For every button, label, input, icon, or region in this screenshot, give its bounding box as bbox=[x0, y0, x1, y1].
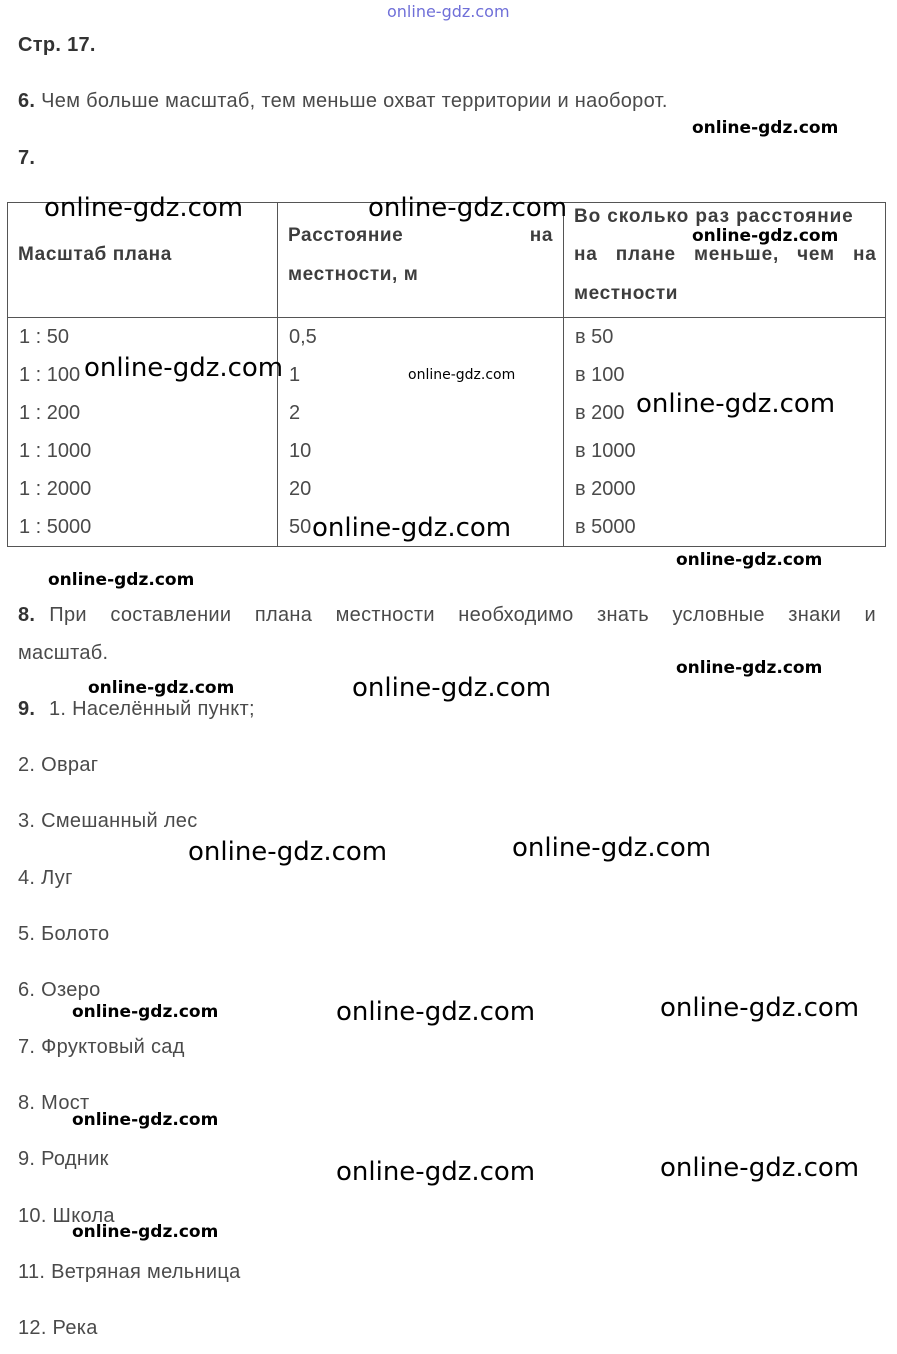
table-cell: в 50 bbox=[575, 326, 614, 348]
question-6-number: 6. bbox=[18, 90, 36, 112]
watermark: online-gdz.com bbox=[72, 1110, 219, 1130]
list-item: 12. Река bbox=[18, 1317, 98, 1339]
header-ratio-line3: местности bbox=[574, 283, 679, 304]
watermark: online-gdz.com bbox=[676, 550, 823, 570]
table-cell: в 5000 bbox=[575, 516, 636, 538]
watermark: online-gdz.com bbox=[84, 353, 284, 383]
table-cell: в 200 bbox=[575, 402, 625, 424]
question-7-number: 7. bbox=[18, 147, 36, 169]
list-item: 3. Смешанный лес bbox=[18, 810, 198, 832]
table-cell: 0,5 bbox=[289, 326, 317, 348]
list-item: 5. Болото bbox=[18, 923, 110, 945]
watermark: online-gdz.com bbox=[692, 226, 839, 246]
list-item: 1. Населённый пункт; bbox=[49, 698, 255, 720]
table-cell: 10 bbox=[289, 440, 312, 462]
list-item: 2. Овраг bbox=[18, 754, 99, 776]
watermark: online-gdz.com bbox=[636, 389, 836, 419]
watermark: online-gdz.com bbox=[352, 673, 552, 703]
header-scale-label: Масштаб плана bbox=[18, 244, 172, 265]
question-8-line2: масштаб. bbox=[18, 642, 109, 664]
question-6-text: Чем больше масштаб, тем меньше охват территории и наоборот. bbox=[41, 90, 668, 112]
table-cell: 20 bbox=[289, 478, 312, 500]
watermark: online-gdz.com bbox=[512, 833, 712, 863]
question-6 bbox=[18, 90, 668, 113]
list-item: 11. Ветряная мельница bbox=[18, 1261, 241, 1283]
list-item: 10. Школа bbox=[18, 1205, 115, 1227]
table-cell: 50 bbox=[289, 516, 312, 538]
watermark: online-gdz.com bbox=[336, 1157, 536, 1187]
table-cell: в 100 bbox=[575, 364, 625, 386]
watermark-top: online-gdz.com bbox=[387, 2, 510, 21]
watermark: online-gdz.com bbox=[188, 837, 388, 867]
watermark: online-gdz.com bbox=[88, 678, 235, 698]
watermark: online-gdz.com bbox=[692, 118, 839, 138]
watermark: online-gdz.com bbox=[408, 367, 516, 383]
table-cell: в 2000 bbox=[575, 478, 636, 500]
table-cell: 2 bbox=[289, 402, 301, 424]
list-item: 6. Озеро bbox=[18, 979, 101, 1001]
table-cell: 1 : 100 bbox=[19, 364, 81, 386]
watermark: online-gdz.com bbox=[336, 997, 536, 1027]
table-cell: 1 : 50 bbox=[19, 326, 70, 348]
watermark: online-gdz.com bbox=[660, 993, 860, 1023]
table-cell: 1 : 1000 bbox=[19, 440, 92, 462]
list-item: 4. Луг bbox=[18, 867, 73, 889]
header-ratio-line1: Во сколько раз расстояние bbox=[574, 206, 854, 227]
header-ratio-line2: на плане меньше, чем на bbox=[574, 244, 877, 265]
watermark: online-gdz.com bbox=[368, 193, 568, 223]
header-distance-word1: Расстояние bbox=[288, 225, 404, 246]
list-item: 9. Родник bbox=[18, 1148, 109, 1170]
column-ratio bbox=[564, 318, 886, 547]
question-8 bbox=[18, 604, 876, 627]
header-distance-word2: на bbox=[529, 225, 553, 246]
table-cell: в 1000 bbox=[575, 440, 636, 462]
header-ratio bbox=[564, 203, 886, 318]
watermark: online-gdz.com bbox=[312, 513, 512, 543]
table-cell: 1 bbox=[289, 364, 301, 386]
watermark: online-gdz.com bbox=[676, 658, 823, 678]
list-item: 7. Фруктовый сад bbox=[18, 1036, 185, 1058]
question-9-number: 9. bbox=[18, 698, 36, 720]
watermark: online-gdz.com bbox=[72, 1002, 219, 1022]
list-item: 8. Мост bbox=[18, 1092, 90, 1114]
question-8-line1: При составлении плана местности необходимо знать условные знаки и bbox=[49, 604, 876, 626]
watermark: online-gdz.com bbox=[72, 1222, 219, 1242]
watermark: online-gdz.com bbox=[44, 193, 244, 223]
header-distance-line2: местности, м bbox=[288, 264, 419, 285]
table-cell: 1 : 5000 bbox=[19, 516, 92, 538]
watermark: online-gdz.com bbox=[48, 570, 195, 590]
watermark: online-gdz.com bbox=[660, 1153, 860, 1183]
page-title: Стр. 17. bbox=[18, 34, 96, 56]
column-scale bbox=[8, 318, 278, 547]
question-8-number: 8. bbox=[18, 604, 36, 626]
table-cell: 1 : 2000 bbox=[19, 478, 92, 500]
table-cell: 1 : 200 bbox=[19, 402, 81, 424]
